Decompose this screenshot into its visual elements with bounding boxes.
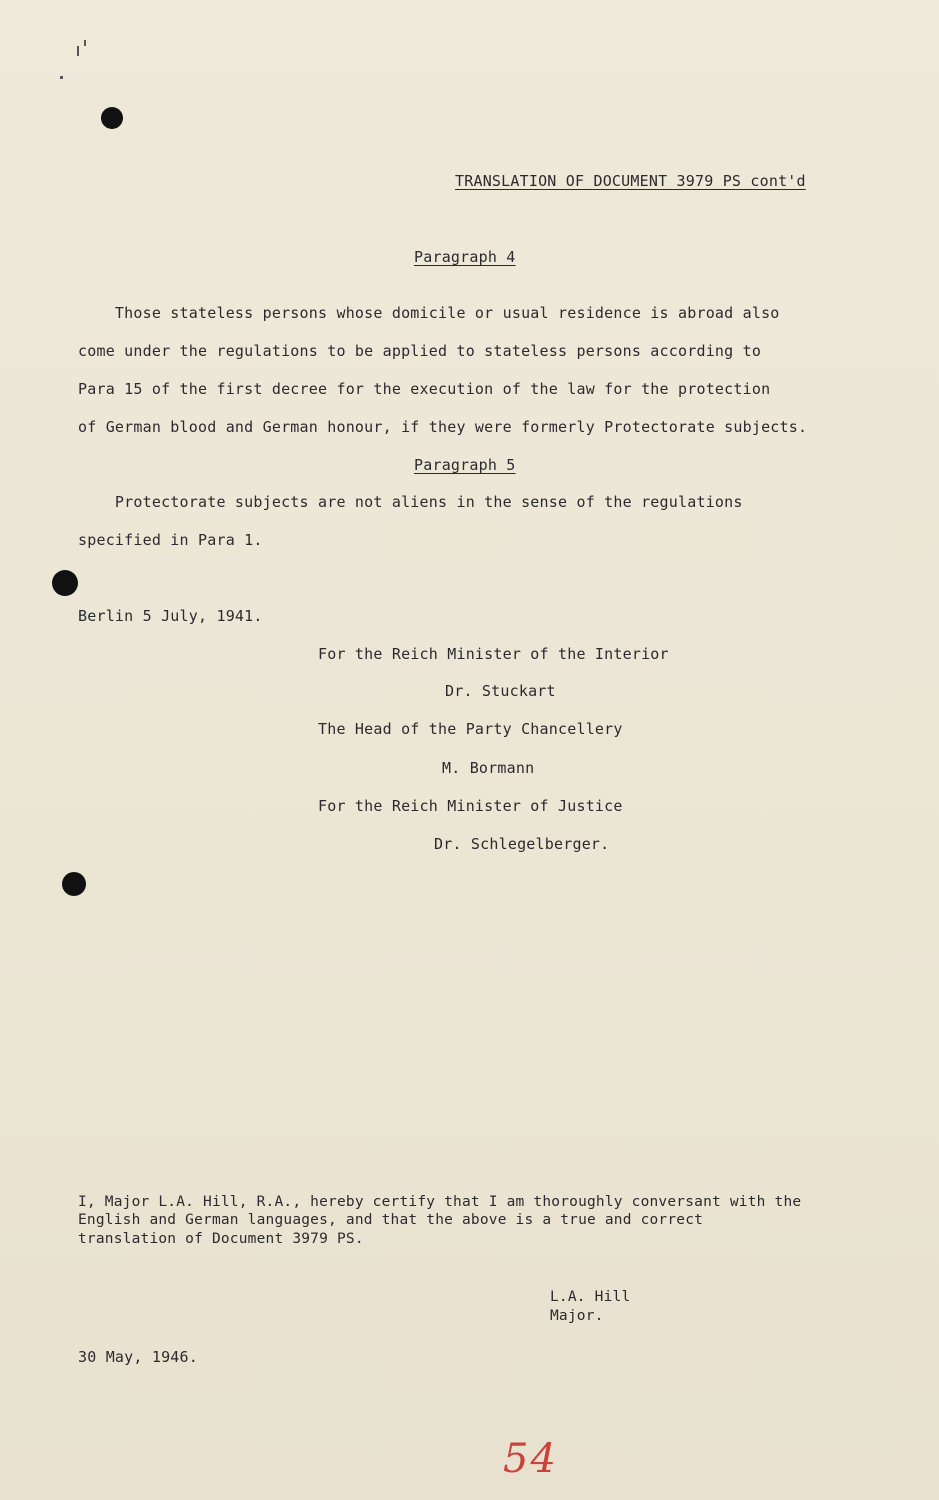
document-title: TRANSLATION OF DOCUMENT 3979 PS cont'd (455, 172, 806, 190)
margin-mark (84, 40, 86, 46)
place-date: Berlin 5 July, 1941. (78, 607, 263, 625)
paragraph-4-line: of German blood and German honour, if they were formerly Protectorate subjects. (78, 418, 808, 436)
signatory-line: For the Reich Minister of the Interior (318, 645, 669, 663)
paragraph-4-line: Para 15 of the first decree for the execution of the law for the protection (78, 380, 771, 398)
signatory-name: Dr. Stuckart (445, 682, 556, 700)
paragraph-4-line: come under the regulations to be applied to stateless persons according to (78, 342, 762, 360)
certifier-name: L.A. Hill (550, 1289, 631, 1305)
paragraph-5-line: specified in Para 1. (78, 531, 263, 549)
margin-mark (77, 46, 79, 56)
punch-hole-middle (52, 570, 78, 596)
punch-hole-top (101, 107, 123, 129)
certifier-rank: Major. (550, 1308, 604, 1324)
signatory-line: For the Reich Minister of Justice (318, 797, 623, 815)
paragraph-4-line: Those stateless persons whose domicile or usual residence is abroad also (78, 304, 780, 322)
certification-line: translation of Document 3979 PS. (78, 1231, 364, 1247)
certification-date: 30 May, 1946. (78, 1348, 198, 1366)
signatory-name: Dr. Schlegelberger. (434, 835, 610, 853)
signatory-line: The Head of the Party Chancellery (318, 720, 623, 738)
punch-hole-bottom (62, 872, 86, 896)
certification-line: English and German languages, and that the above is a true and correct (78, 1212, 704, 1228)
paragraph-5-line: Protectorate subjects are not aliens in the sense of the regulations (78, 493, 743, 511)
paragraph-4-heading: Paragraph 4 (414, 248, 516, 266)
certification-line: I, Major L.A. Hill, R.A., hereby certify that I am thoroughly conversant with the (78, 1194, 802, 1210)
paragraph-5-heading: Paragraph 5 (414, 456, 516, 474)
signatory-name: M. Bormann (442, 759, 535, 777)
folio-number: 54 (503, 1436, 558, 1482)
margin-mark (60, 76, 63, 79)
